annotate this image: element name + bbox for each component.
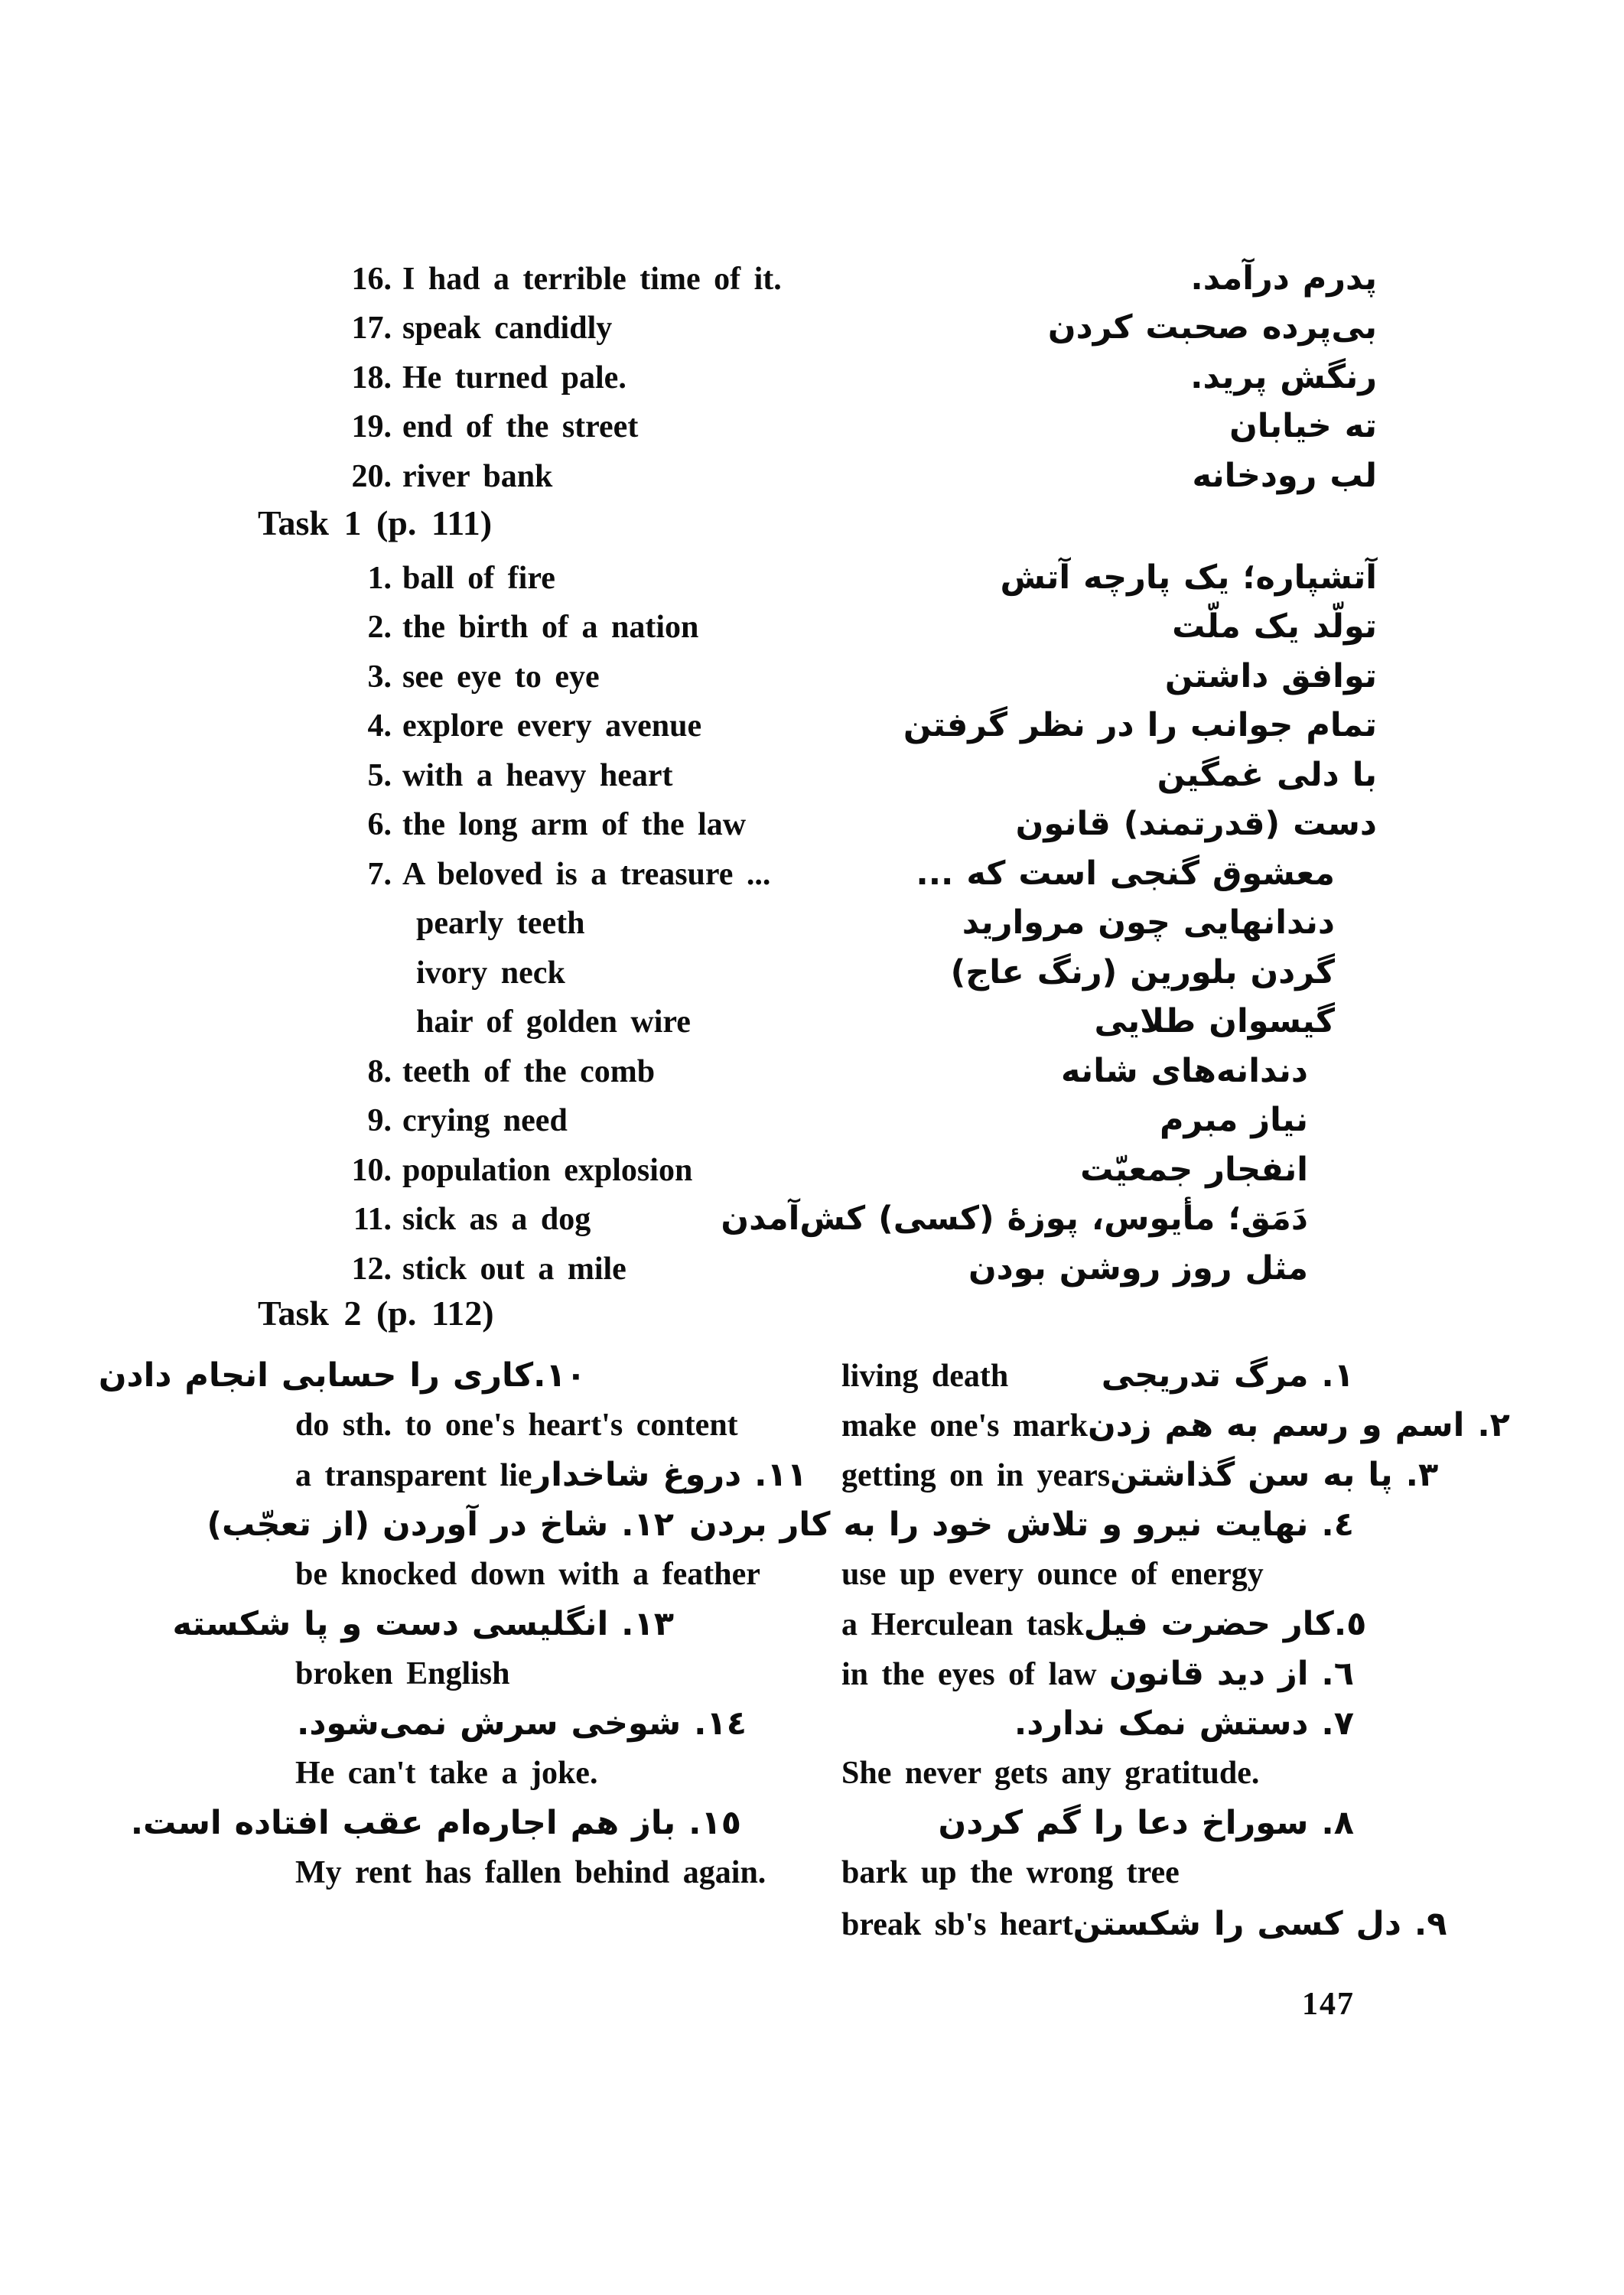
english-phrase: hair of golden wire — [416, 1004, 691, 1040]
english-phrase: end of the street — [402, 409, 639, 444]
t2-right-row-7 — [841, 1652, 1354, 1696]
persian-phrase: ۳. پا به سن گذاشتن — [1110, 1456, 1439, 1494]
english-phrase: getting on in years — [841, 1458, 1111, 1493]
english-phrase: teeth of the comb — [402, 1054, 656, 1089]
english-phrase: I had a terrible time of it. — [402, 262, 782, 297]
vocab-subrow-pearly — [337, 901, 1377, 945]
persian-translation: تولّد یک ملّت — [1172, 607, 1377, 646]
persian-translation: نیاز مبرم — [1159, 1101, 1308, 1139]
t2-right-row-11 — [841, 1851, 1354, 1894]
persian-translation: رنگش پرید. — [1190, 358, 1377, 396]
persian-phrase: ۲. اسم و رسم به هم زدن — [1088, 1406, 1510, 1444]
persian-phrase: ۷. دستش نمک ندارد. — [1014, 1704, 1354, 1743]
vocab-row-18 — [337, 356, 1377, 399]
english-phrase: break sb's heart — [841, 1907, 1073, 1942]
english-phrase: do sth. to one's heart's content — [295, 1408, 738, 1443]
english-phrase: crying need — [402, 1103, 568, 1138]
t2-right-row-1 — [841, 1354, 1354, 1398]
t2-right-row-2 — [841, 1404, 1510, 1447]
t2-left-row-6 — [172, 1603, 747, 1646]
english-phrase: ball of fire — [402, 561, 555, 596]
item-number: 9. — [367, 1103, 392, 1138]
page-number: 147 — [1302, 1987, 1355, 2022]
vocab-row-t1-9 — [337, 1099, 1377, 1142]
vocab-row-t1-6 — [337, 802, 1377, 846]
item-number: 4. — [367, 708, 392, 744]
t2-left-row-2 — [295, 1404, 747, 1447]
task1-heading: Task 1 (p. 111) — [258, 503, 493, 542]
english-phrase: see eye to eye — [402, 659, 600, 695]
english-phrase: pearly teeth — [416, 906, 585, 941]
item-number: 17. — [351, 311, 392, 346]
t2-right-row-10 — [841, 1802, 1354, 1844]
item-number: 16. — [351, 262, 392, 297]
t2-left-row-9 — [295, 1752, 747, 1795]
vocab-row-t1-12 — [337, 1247, 1377, 1291]
item-number: 12. — [351, 1252, 392, 1287]
english-phrase: living death — [841, 1359, 1009, 1394]
t2-left-row-4 — [207, 1503, 747, 1546]
item-number: 18. — [351, 360, 392, 396]
english-phrase: be knocked down with a feather — [295, 1557, 760, 1592]
persian-phrase: ۱٤. شوخی سرش نمی‌شود. — [297, 1704, 747, 1743]
persian-phrase: ۹. دل کسی را شکستن — [1072, 1905, 1447, 1943]
t2-right-row-12 — [841, 1903, 1447, 1946]
vocab-row-t1-10 — [337, 1148, 1377, 1192]
english-phrase: broken English — [295, 1656, 510, 1691]
english-phrase: sick as a dog — [402, 1202, 591, 1237]
item-number: 10. — [351, 1153, 392, 1188]
english-phrase: river bank — [402, 459, 553, 494]
vocab-row-t1-2 — [337, 605, 1377, 649]
persian-phrase: ٥.کار حضرت فیل — [1083, 1605, 1367, 1643]
vocab-row-19 — [337, 405, 1377, 448]
english-phrase: He turned pale. — [402, 360, 626, 396]
vocab-row-t1-5 — [337, 754, 1377, 797]
vocab-row-t1-8 — [337, 1050, 1377, 1093]
item-number: 3. — [367, 659, 392, 695]
persian-translation: پدرم درآمد. — [1190, 259, 1377, 298]
english-phrase: explore every avenue — [402, 708, 702, 744]
item-number: 19. — [351, 409, 392, 444]
persian-phrase: ۱٥. باز هم اجاره‌ام عقب افتاده است. — [130, 1804, 741, 1842]
persian-translation: ته خیابان — [1229, 407, 1377, 445]
item-number: 11. — [353, 1202, 392, 1237]
persian-phrase: ۱۰.کاری را حسابی انجام دادن — [98, 1356, 586, 1395]
item-number: 1. — [367, 561, 392, 596]
t2-right-row-4 — [689, 1503, 1354, 1546]
persian-phrase: ۱۱. دروغ شاخدار — [532, 1456, 807, 1494]
vocab-row-t1-4 — [337, 704, 1377, 747]
persian-translation: گردن بلورین (رنگ عاج) — [950, 953, 1335, 991]
persian-phrase: ۱۳. انگلیسی دست و پا شکسته — [172, 1605, 674, 1643]
t2-right-row-6 — [841, 1603, 1367, 1646]
english-phrase: make one's mark — [841, 1408, 1088, 1444]
english-phrase: A beloved is a treasure ... — [402, 857, 771, 892]
english-phrase: the long arm of the law — [402, 807, 747, 842]
vocab-row-20 — [337, 454, 1377, 498]
english-phrase: She never gets any gratitude. — [841, 1756, 1260, 1791]
persian-translation: دست (قدرتمند) قانون — [1015, 805, 1377, 843]
item-number: 6. — [367, 807, 392, 842]
persian-translation: دَمَق؛ مأیوس، پوزهٔ (کسی) کش‌آمدن — [721, 1200, 1308, 1238]
persian-translation: دندانهایی چون مروارید — [962, 903, 1335, 942]
persian-phrase: ۸. سوراخ دعا را گم کردن — [938, 1804, 1354, 1842]
vocab-subrow-hair — [337, 1000, 1377, 1043]
t2-left-row-5 — [295, 1553, 760, 1596]
english-phrase: a Herculean task — [841, 1607, 1084, 1642]
english-phrase: My rent has fallen behind again. — [295, 1855, 766, 1890]
persian-phrase: ٦. از دید قانون — [1108, 1655, 1354, 1693]
t2-left-row-8 — [295, 1702, 747, 1745]
item-number: 5. — [367, 758, 392, 793]
english-phrase: speak candidly — [402, 311, 613, 346]
item-number: 7. — [367, 857, 392, 892]
english-phrase: with a heavy heart — [402, 758, 673, 793]
persian-translation: انفجار جمعیّت — [1080, 1151, 1308, 1189]
persian-phrase: ٤. نهایت نیرو و تلاش خود را به کار بردن — [689, 1506, 1354, 1544]
persian-phrase: ۱۲. شاخ در آوردن (از تعجّب) — [207, 1506, 674, 1544]
vocab-row-t1-3 — [337, 655, 1377, 698]
task2-heading: Task 2 (p. 112) — [258, 1294, 494, 1333]
item-number: 20. — [351, 459, 392, 494]
english-phrase: a transparent lie — [295, 1458, 532, 1493]
persian-translation: مثل روز روشن بودن — [968, 1249, 1308, 1287]
persian-translation: آتشپاره؛ یک پارچه آتش — [1000, 558, 1377, 597]
persian-translation: معشوق گنجی است که ... — [916, 855, 1335, 893]
t2-left-row-11 — [295, 1851, 766, 1894]
vocab-row-t1-11 — [337, 1197, 1377, 1241]
persian-translation: بی‌پرده صحبت کردن — [1047, 308, 1377, 347]
item-number: 8. — [367, 1054, 392, 1089]
t2-right-row-8 — [841, 1702, 1354, 1745]
english-phrase: ivory neck — [416, 955, 565, 991]
persian-translation: با دلی غمگین — [1157, 756, 1377, 794]
t2-left-row-3 — [295, 1454, 807, 1497]
english-phrase: bark up the wrong tree — [841, 1855, 1180, 1890]
vocab-row-t1-7 — [337, 852, 1377, 896]
t2-right-row-9 — [841, 1752, 1354, 1795]
vocab-row-17 — [337, 306, 1377, 350]
vocab-row-t1-1 — [337, 556, 1377, 600]
persian-translation: تمام جوانب را در نظر گرفتن — [903, 706, 1377, 744]
persian-translation: توافق داشتن — [1164, 657, 1377, 695]
persian-translation: لب رودخانه — [1192, 457, 1377, 495]
vocab-subrow-ivory — [337, 951, 1377, 994]
english-phrase: use up every ounce of energy — [841, 1557, 1264, 1592]
english-phrase: population explosion — [402, 1153, 693, 1188]
persian-translation: گیسوان طلایی — [1094, 1002, 1335, 1040]
t2-left-row-10 — [130, 1802, 747, 1844]
persian-phrase: ۱. مرگ تدریجی — [1101, 1356, 1354, 1395]
english-phrase: in the eyes of law — [841, 1657, 1097, 1692]
english-phrase: stick out a mile — [402, 1252, 626, 1287]
t2-right-row-5 — [841, 1553, 1354, 1596]
persian-translation: دندانه‌های شانه — [1060, 1052, 1308, 1090]
t2-left-row-7 — [295, 1652, 747, 1695]
english-phrase: He can't take a joke. — [295, 1756, 598, 1791]
english-phrase: the birth of a nation — [402, 610, 699, 645]
item-number: 2. — [367, 610, 392, 645]
t2-left-row-1 — [98, 1354, 747, 1397]
t2-right-row-3 — [841, 1454, 1439, 1497]
vocab-row-16 — [337, 257, 1377, 301]
